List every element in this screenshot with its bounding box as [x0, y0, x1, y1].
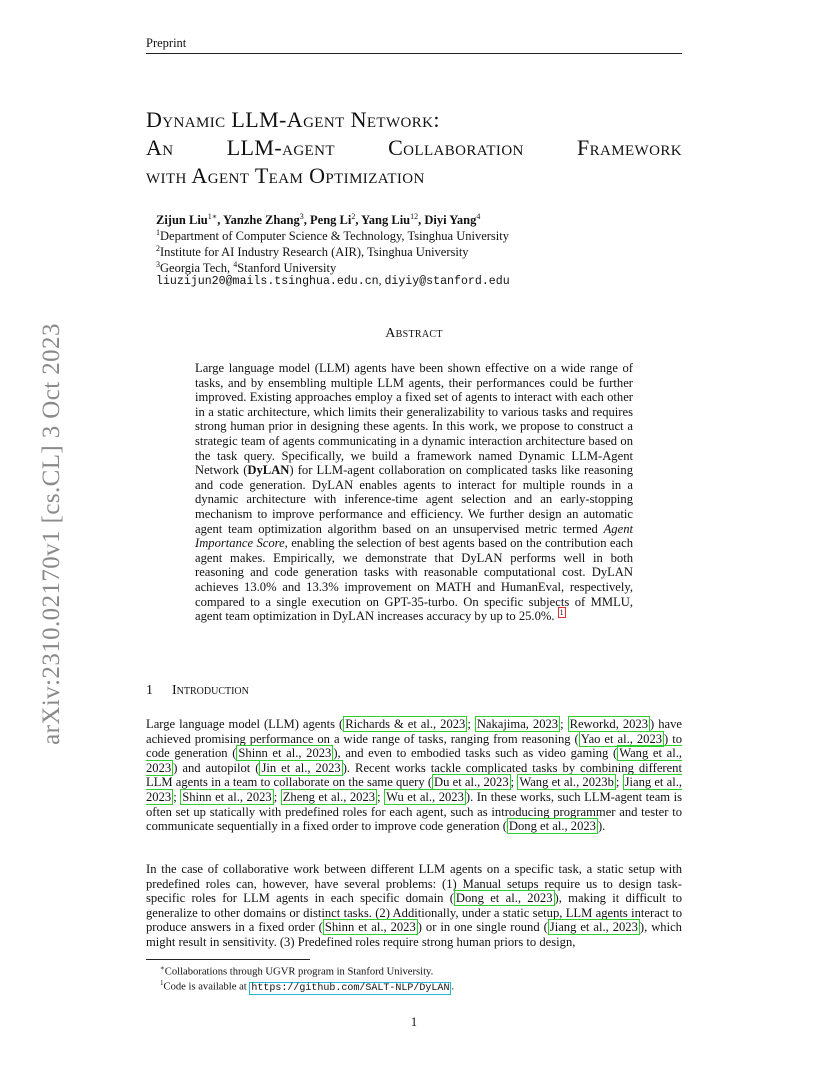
abstract-body [195, 361, 633, 624]
affil-text: Institute for AI Industry Research (AIR), Tsinghua University [160, 245, 469, 260]
citation-link[interactable]: Richards & et al., 2023 [345, 717, 466, 731]
citation-link[interactable]: Zheng et al., 2023 [282, 789, 376, 804]
abstract-heading: Abstract [385, 326, 443, 341]
citation-link[interactable]: Jiang et al., 2023 [146, 775, 682, 804]
title-word: An [146, 135, 174, 160]
abstract-bold-term: DyLAN [247, 463, 290, 478]
citation-link[interactable]: Wang et al., 2023b [519, 775, 614, 790]
abstract-text: ) for LLM-agent collaboration on complicated tasks like reasoning and code generation. DyLAN enables agents to interact for multiple rounds in a dynamic architecture with inference-time agent selection and an early-stopping mechanism to improve performance and efficiency. We further design an automatic agent team optimization algorithm based on an unsupervised metric termed [195, 463, 633, 536]
author-affil-mark: 2 [351, 212, 356, 221]
citation-link[interactable]: Nakajima, 2023 [476, 717, 559, 731]
title-line-1: Dynamic LLM-Agent Network: [146, 107, 440, 132]
author-affil-mark: 4 [476, 212, 481, 221]
body-text: ). [597, 819, 606, 834]
author-name: Yanzhe Zhang [223, 213, 300, 228]
body-text: ) or in one single round ( [417, 920, 548, 935]
affil-mark: 1 [156, 228, 160, 237]
author-sep: , [418, 213, 425, 228]
affil-text: Stanford University [237, 261, 337, 276]
footnote-text: Collaborations through UGVR program in Stanford University. [164, 966, 434, 978]
citation-link[interactable]: Reworkd, 2023 [569, 717, 649, 731]
citation-link[interactable]: Shinn et al., 2023 [324, 920, 416, 935]
body-text: ) have achieved promising performance on a wide range of tasks, ranging from reasoning ( [146, 717, 682, 746]
section-heading [146, 683, 249, 699]
author-affil-mark: 1∗ [207, 212, 218, 221]
body-text: Large language model (LLM) agents ( [146, 717, 344, 731]
body-text: ), making it difficult to generalize to other domains or distinct tasks. (2) Additionally, under a static setup, LLM agents interact to produce answers in a fixed order ( [146, 891, 683, 935]
section-number: 1 [146, 683, 153, 698]
arxiv-stamp: arXiv:2310.02170v1 [cs.CL] 3 Oct 2023 [38, 323, 65, 745]
intro-paragraph-2 [146, 862, 682, 950]
abstract-italic-term: Agent Importance Score [195, 521, 633, 551]
affil-mark: 4 [233, 260, 238, 269]
affil-mark: 3 [156, 260, 160, 269]
author-sep: , [303, 213, 311, 228]
header-rule [146, 53, 682, 54]
section-title: Introduction [172, 683, 249, 698]
author-sep: , [355, 213, 362, 228]
citation-link[interactable]: Wang et al., 2023 [146, 746, 682, 775]
author-name: Peng Li [310, 213, 352, 228]
email-link[interactable]: liuzijun20@mails.tsinghua.edu.cn [156, 275, 379, 288]
code-url-link[interactable]: https://github.com/SALT-NLP/DyLAN [251, 982, 450, 994]
author-affil-mark: 3 [299, 212, 304, 221]
affil-mark: 2 [156, 244, 160, 253]
author-name: Diyi Yang [424, 213, 477, 228]
body-text: ) and autopilot ( [173, 760, 260, 775]
abstract-text: , enabling the selection of best agents based on the contribution each agent makes. Empirically, we demonstrate that DyLAN performs well in both reasoning and code generation tasks with reasonable computational cost. DyLAN achieves 13.0% and 13.3% improvement on MATH and HumanEval, respectively, compared to a single execution on GPT-35-turbo. On specific subjects of MMLU, agent team optimization in DyLAN increases accuracy by up to 25.0%. [195, 536, 633, 624]
author-name: Zijun Liu [156, 213, 208, 228]
title-word: Framework [576, 135, 682, 160]
body-text: In the case of collaborative work between different LLM agents on a specific task, a static setup with predefined roles can, however, have several problems: (1) Manual setups require us to design task-specific roles for LLM agents in each specific domain ( [146, 862, 682, 906]
title-line-3: with Agent Team Optimization [146, 163, 425, 188]
citation-link[interactable]: Yao et al., 2023 [580, 731, 663, 746]
page-number: 1 [410, 1015, 418, 1029]
affil-text: Georgia Tech, [160, 261, 234, 276]
footnote-2 [160, 977, 454, 995]
citation-link[interactable]: Shinn et al., 2023 [238, 746, 332, 761]
body-text: ), and even to embodied tasks such as video gaming ( [333, 746, 618, 761]
affil-text: Department of Computer Science & Technology, Tsinghua University [160, 229, 509, 244]
author-sep: , [217, 213, 223, 228]
title-word: LLM-agent [226, 135, 335, 160]
footnote-mark: ∗ [160, 964, 165, 972]
running-head: Preprint [146, 36, 187, 50]
title-line-2 [146, 133, 682, 163]
citation-link[interactable]: Wu et al., 2023 [386, 789, 464, 804]
citation-link[interactable]: Du et al., 2023 [434, 775, 509, 790]
abstract-text: Large language model (LLM) agents have been shown effective on a wide range of tasks, and by ensembling multiple LLM agents, their performances could be further improved. Existing approaches employ a fixed set of agents to interact with each other in a static architecture, which limits their generalizability to various tasks and requires strong human prior in designing these agents. In this work, we propose to construct a strategic team of agents communicating in a dynamic interaction architecture based on the task query. Specifically, we build a framework named Dynamic LLM-Agent Network ( [195, 361, 633, 478]
footnote-text: Code is available at [163, 981, 250, 993]
footnote-rule [146, 959, 310, 960]
body-text: ), which might result in sensitivity. (3) Predefined roles require strong human priors to design, [146, 920, 682, 949]
citation-link[interactable]: Jin et al., 2023 [261, 760, 341, 775]
email-link[interactable]: diyiy@stanford.edu [384, 275, 510, 288]
citation-link[interactable]: Dong et al., 2023 [455, 891, 553, 906]
intro-paragraph-1: Large language model (LLM) agents ( Richards & et al., 2023 ; Nakajima, 2023 ; Reworkd, 2023 ) have achieved promising performance on a wide range of tasks, ranging from reasoning ( Yao et al., 2023 ) to code generation ( Shinn et al., 2023 ), and even to embodied tasks such as video gaming ( Wang et al., 2023 ) and autopilot ( Jin et al., 2023 ). Recent works tackle complicated tasks by combining different LLM agents in a team to collaborate on the same query ( Du et al., 2023 ; Wang et al., 2023b ; Jiang et al., 2023 ; Shinn et al., 2023 ; Zheng et al., 2023 ; Wu et al., 2023 ). In these works, such LLM-agent team is often set up statically with predefined roles for each agent, such as introducing programmer and tester to communicate sequentially in a fixed order to improve code generation ( Dong et al., 2023 ). [146, 717, 683, 834]
author-name: Yang Liu [361, 213, 411, 228]
footnote-mark: 1 [160, 979, 164, 987]
citation-link[interactable]: Jiang et al., 2023 [549, 920, 638, 935]
footnote-text: . [451, 981, 455, 993]
body-text: ). In these works, such LLM-agent team is often set up statically with predefined roles for each agent, such as introducing programmer and tester to communicate sequentially in a fixed order to improve code generation ( [146, 789, 682, 834]
body-text: ). Recent works tackle complicated tasks by combining different LLM agents in a team to collaborate on the same query ( [146, 760, 682, 790]
citation-link[interactable]: Shinn et al., 2023 [182, 789, 272, 804]
title-word: Collaboration [388, 135, 524, 160]
author-affil-mark: 12 [410, 212, 419, 221]
citation-link[interactable]: Dong et al., 2023 [508, 819, 596, 834]
author-emails: liuzijun20@mails.tsinghua.edu.cn, diyiy@stanford.edu [156, 274, 510, 288]
body-text: ) to code generation ( [146, 731, 683, 761]
footnote-link[interactable]: 1 [559, 607, 564, 617]
